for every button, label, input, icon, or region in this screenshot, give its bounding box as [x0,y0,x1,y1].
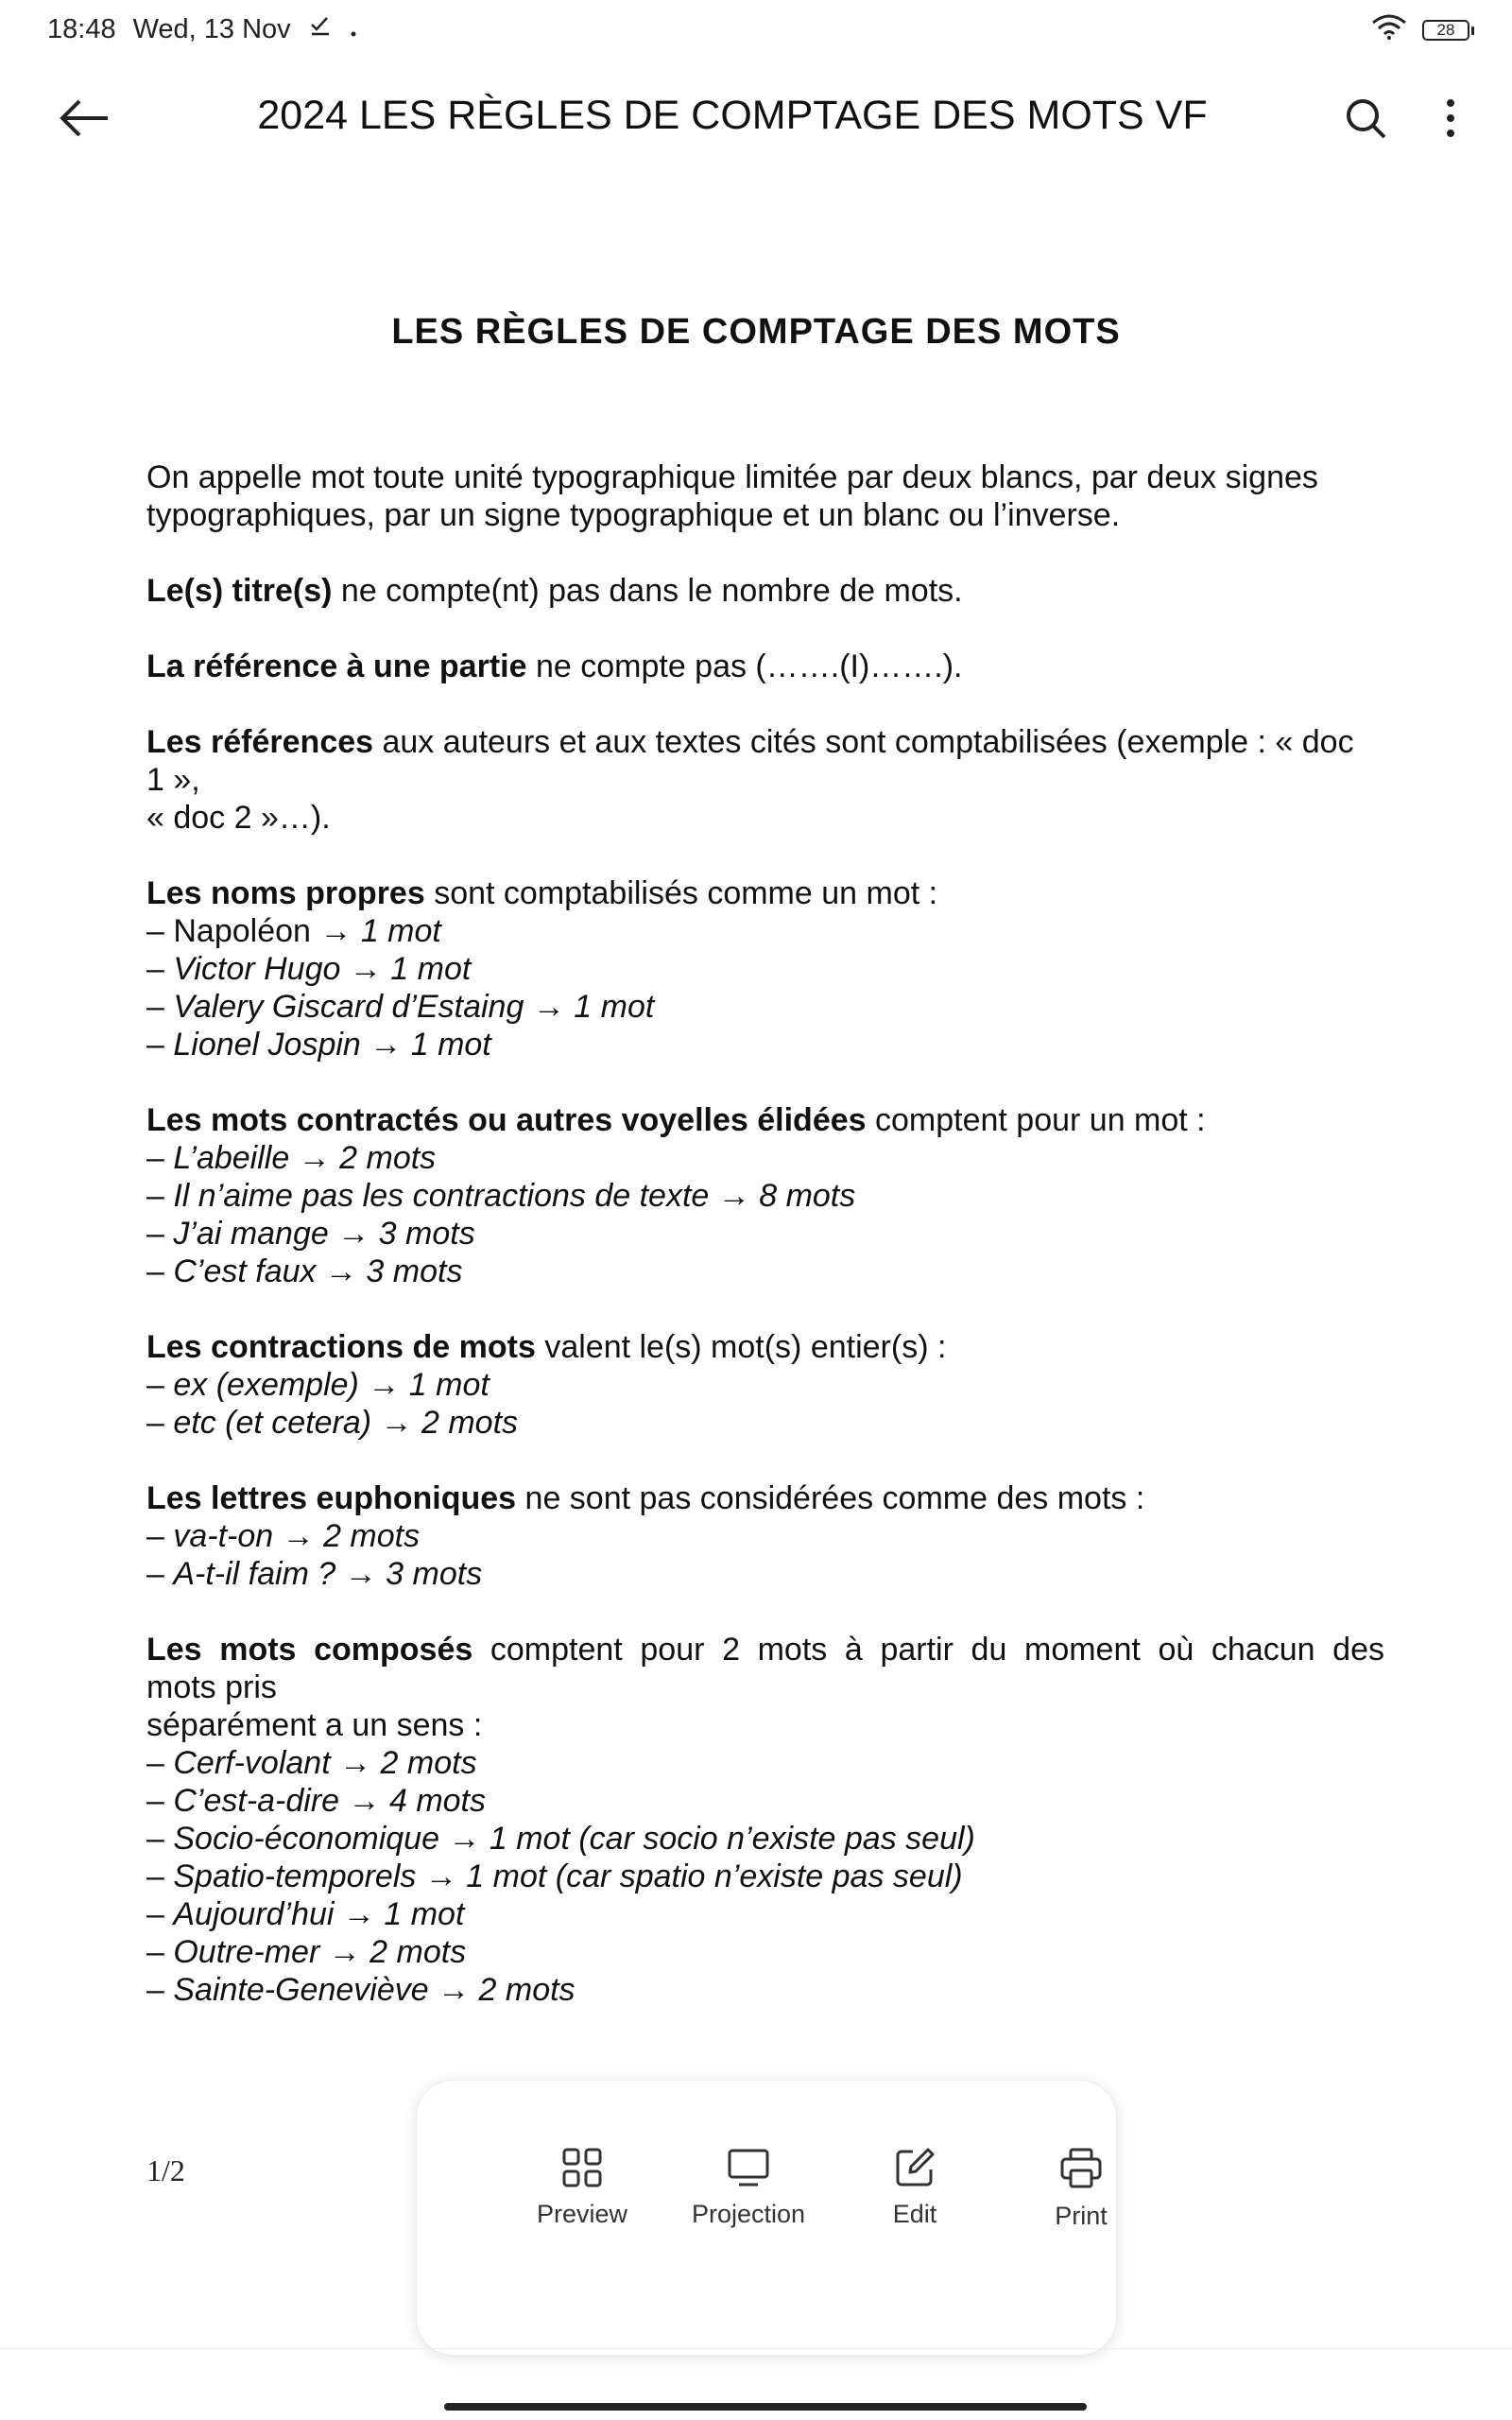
intro-paragraph [146,458,1384,534]
list-item: – Sainte-Geneviève → 2 mots [146,1972,576,2008]
edit-button[interactable] [834,2147,995,2229]
print-label: Print [1055,2202,1108,2230]
references-text: aux auteurs et aux textes cités sont comptabilisées (exemple : « doc [373,724,1354,760]
references-bold: Les références [146,724,374,760]
partie-paragraph [146,648,1384,685]
status-time: 18:48 [47,13,116,44]
mots-contractes-bold: Les mots contractés ou autres voyelles élidées [146,1102,867,1138]
print-button[interactable] [1001,2147,1161,2231]
titres-text: ne compte(nt) pas dans le nombre de mots. [332,573,963,609]
list-item: – C’est-a-dire → 4 mots [146,1783,486,1819]
noms-propres-text: sont comptabilisés comme un mot : [424,875,938,911]
mots-contractes-paragraph [146,1101,1384,1290]
preview-button[interactable] [502,2147,662,2229]
edit-icon [894,2147,936,2188]
more-options-button[interactable] [1422,85,1479,151]
mots-composes-paragraph [146,1631,1384,2009]
printer-icon [1058,2147,1104,2190]
preview-label: Preview [536,2200,628,2228]
list-item: – A-t-il faim ? → 3 mots [146,1556,483,1592]
references-line-2: 1 », [146,762,200,798]
list-item: – Napoléon → 1 mot [146,913,441,949]
list-item: – Cerf-volant → 2 mots [146,1745,477,1781]
references-paragraph [146,723,1384,837]
home-indicator[interactable] [444,2403,1087,2411]
titres-paragraph [146,572,1384,610]
arrow-left-icon [59,99,112,137]
list-item: – va-t-on → 2 mots [146,1518,421,1554]
search-button[interactable] [1332,85,1399,151]
mots-composes-bold: Les mots composés [146,1632,473,1668]
list-item: – Valery Giscard d’Estaing → 1 mot [146,989,655,1025]
grid-icon [561,2147,603,2188]
references-line-3: « doc 2 »…). [146,800,331,836]
projection-label: Projection [691,2200,806,2228]
mots-composes-line-3: séparément a un sens : [146,1707,483,1743]
list-item: – Socio-économique → 1 mot (car socio n’existe pas seul) [146,1821,975,1857]
mots-composes-text: comptent pour 2 mots à partir du moment où chacun des [472,1632,1384,1668]
noms-propres-paragraph [146,874,1384,1063]
page-number: 1/2 [146,2153,185,2187]
list-item: – Victor Hugo → 1 mot [146,951,472,987]
list-item: – ex (exemple) → 1 mot [146,1367,490,1403]
noms-propres-bold: Les noms propres [146,875,425,911]
contractions-bold: Les contractions de mots [146,1329,536,1365]
list-item: – Lionel Jospin → 1 mot [146,1027,491,1063]
battery-icon [1422,20,1474,41]
contractions-paragraph [146,1328,1384,1442]
list-item: – C’est faux → 3 mots [146,1253,463,1289]
projection-button[interactable] [668,2147,829,2229]
monitor-icon [726,2147,771,2188]
app-bar [0,66,1512,170]
bottom-divider [0,2348,1512,2349]
euphoniques-text: ne sont pas considérées comme des mots : [516,1480,1145,1516]
list-item: – J’ai mange → 3 mots [146,1216,475,1252]
battery-level: 28 [1422,20,1469,41]
edit-label: Edit [892,2200,937,2228]
status-bar [0,0,1512,57]
page-heading: LES RÈGLES DE COMPTAGE DES MOTS [391,312,1121,352]
document-page [146,458,1384,2047]
search-icon [1344,96,1387,140]
euphoniques-bold: Les lettres euphoniques [146,1480,517,1516]
mots-composes-line-2: mots pris [146,1669,277,1705]
list-item: – Outre-mer → 2 mots [146,1934,467,1970]
back-button[interactable] [47,85,123,151]
mots-contractes-text: comptent pour un mot : [866,1102,1206,1138]
intro-line-1: On appelle mot toute unité typographique limitée par deux blancs, par deux signes [146,459,1318,495]
status-date: Wed, 13 Nov [132,13,291,44]
partie-bold: La référence à une partie [146,648,527,684]
download-done-icon [308,13,333,45]
document-title: 2024 LES RÈGLES DE COMPTAGE DES MOTS VF [257,93,1208,138]
contractions-text: valent le(s) mot(s) entier(s) : [535,1329,947,1365]
list-item: – L’abeille → 2 mots [146,1140,437,1176]
titres-bold: Le(s) titre(s) [146,573,333,609]
wifi-icon [1371,13,1407,47]
more-vertical-icon [1445,97,1456,139]
status-dot-icon [350,14,357,45]
list-item: – Spatio-temporels → 1 mot (car spatio n’existe pas seul) [146,1858,963,1894]
partie-text: ne compte pas (…….(I)…….). [526,648,963,684]
intro-line-2: typographiques, par un signe typographique et un blanc ou l’inverse. [146,497,1121,533]
list-item: – Il n’aime pas les contractions de texte → 8 mots [146,1178,856,1214]
list-item: – etc (et cetera) → 2 mots [146,1405,519,1441]
euphoniques-paragraph [146,1479,1384,1593]
bottom-toolbar [416,2080,1117,2356]
list-item: – Aujourd’hui → 1 mot [146,1896,465,1932]
